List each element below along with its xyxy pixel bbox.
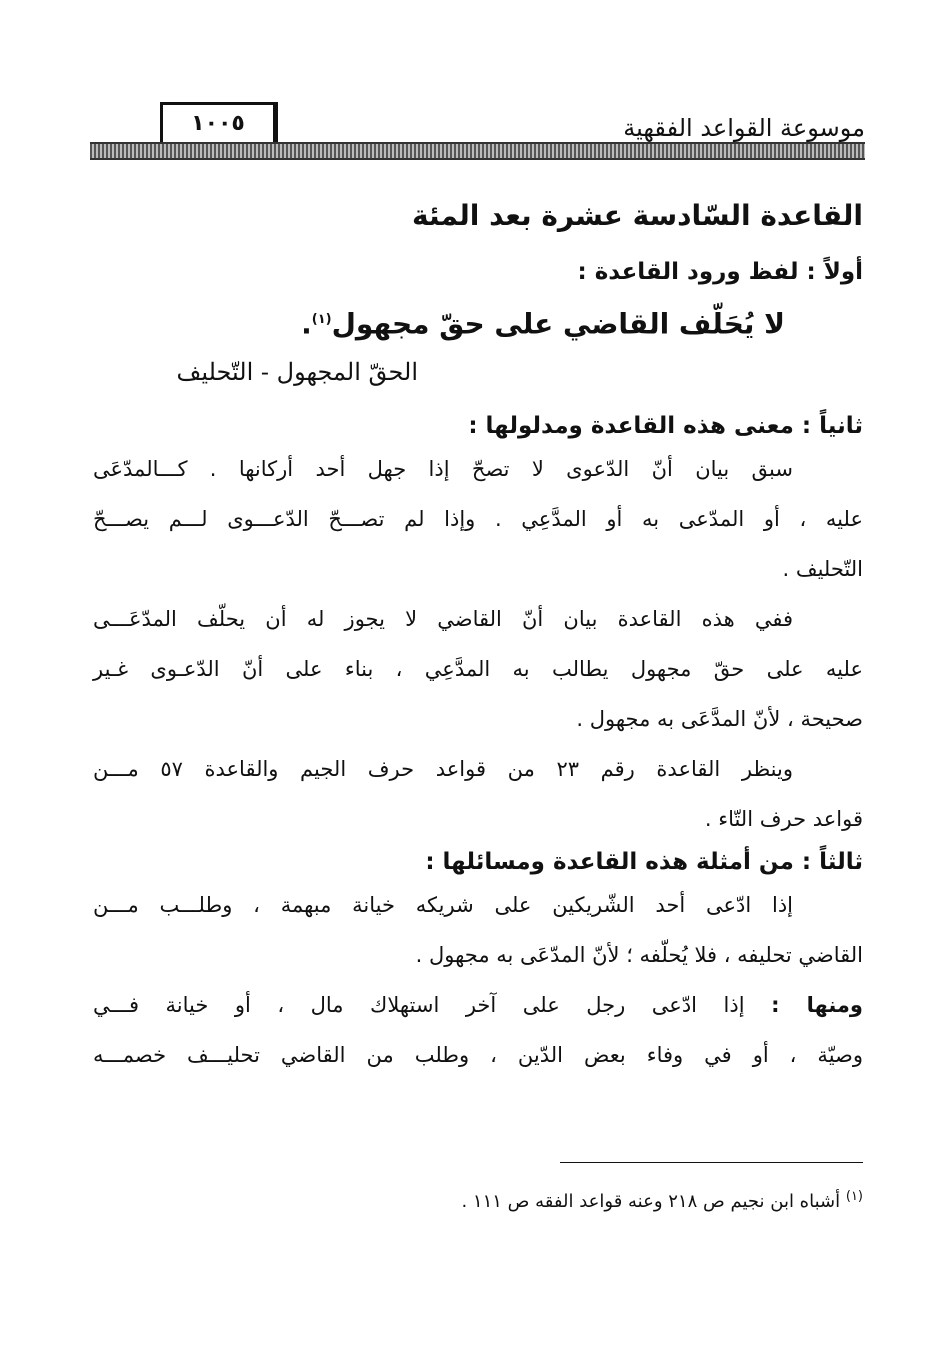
paragraph-line: القاضي تحليفه ، فلا يُحلّفه ؛ لأنّ المدّعَى به مجهول . [415, 943, 863, 968]
footnote-marker: (١) [845, 1189, 863, 1204]
example-text: إذا ادّعى رجل على آخر استهلاك مال ، أو خيانة فـــي [93, 993, 745, 1018]
paragraph-line: قواعد حرف التّاء . [704, 807, 863, 832]
paragraph-line [93, 980, 863, 1030]
paragraph-line: وينظر القاعدة رقم ٢٣ من قواعد حرف الجيم والقاعدة ٥٧ مـــن [93, 757, 793, 782]
example-lead: ومنها : [771, 993, 863, 1018]
paragraph-line: صحيحة ، لأنّ المدَّعَى به مجهول . [576, 707, 863, 732]
maxim [93, 298, 863, 346]
paragraph-line: التّحليف . [782, 557, 863, 582]
footnote-divider [560, 1162, 863, 1163]
paragraph-line: سبق بيان أنّ الدّعوى لا تصحّ إذا جهل أحد أركانها . كـــالمدّعَى [93, 457, 793, 482]
paragraph-line: ففي هذه القاعدة بيان أنّ القاضي لا يجوز له أن يحلّف المدّعَـــى [93, 607, 793, 632]
maxim-end: . [301, 307, 312, 341]
keywords: الحقّ المجهول - التّحليف [176, 358, 418, 387]
section-heading-wording: أولاً : لفظ ورود القاعدة : [577, 259, 863, 285]
book-title: موسوعة القواعد الفقهية [623, 114, 865, 142]
paragraph-line: وصيّة ، أو في وفاء بعض الدّين ، وطلب من القاضي تحليـــف خصمـــه [93, 1043, 863, 1068]
rule-title: القاعدة السّادسة عشرة بعد المئة [412, 199, 863, 232]
page-header [90, 96, 865, 166]
header-rule [90, 142, 865, 160]
footnote-ref: (١) [311, 312, 332, 327]
maxim-text: لا يُحَلّف القاضي على حقّ مجهول [331, 307, 785, 341]
paragraph-line: عليه على حقّ مجهول يطالب به المدَّعِي ، بناء على أنّ الدّعـوى غـير [93, 657, 863, 682]
section-heading-examples: ثالثاً : من أمثلة هذه القاعدة ومسائلها : [425, 849, 863, 876]
footnote [300, 1184, 863, 1215]
footnote-text: أشباه ابن نجيم ص ٢١٨ وعنه قواعد الفقه ص ١١١ . [461, 1191, 841, 1212]
page-body [93, 196, 863, 1080]
page-number: ١٠٠٥ [160, 102, 278, 145]
paragraph-line: عليه ، أو المدّعى به أو المدَّعِي . وإذا لم تصـــحّ الدّعـــوى لـــم يصـــحّ [93, 507, 863, 532]
paragraph-line: إذا ادّعى أحد الشّريكين على شريكه خيانة مبهمة ، وطلـــب مـــن [93, 893, 793, 918]
section-heading-meaning: ثانياً : معنى هذه القاعدة ومدلولها : [468, 413, 863, 440]
